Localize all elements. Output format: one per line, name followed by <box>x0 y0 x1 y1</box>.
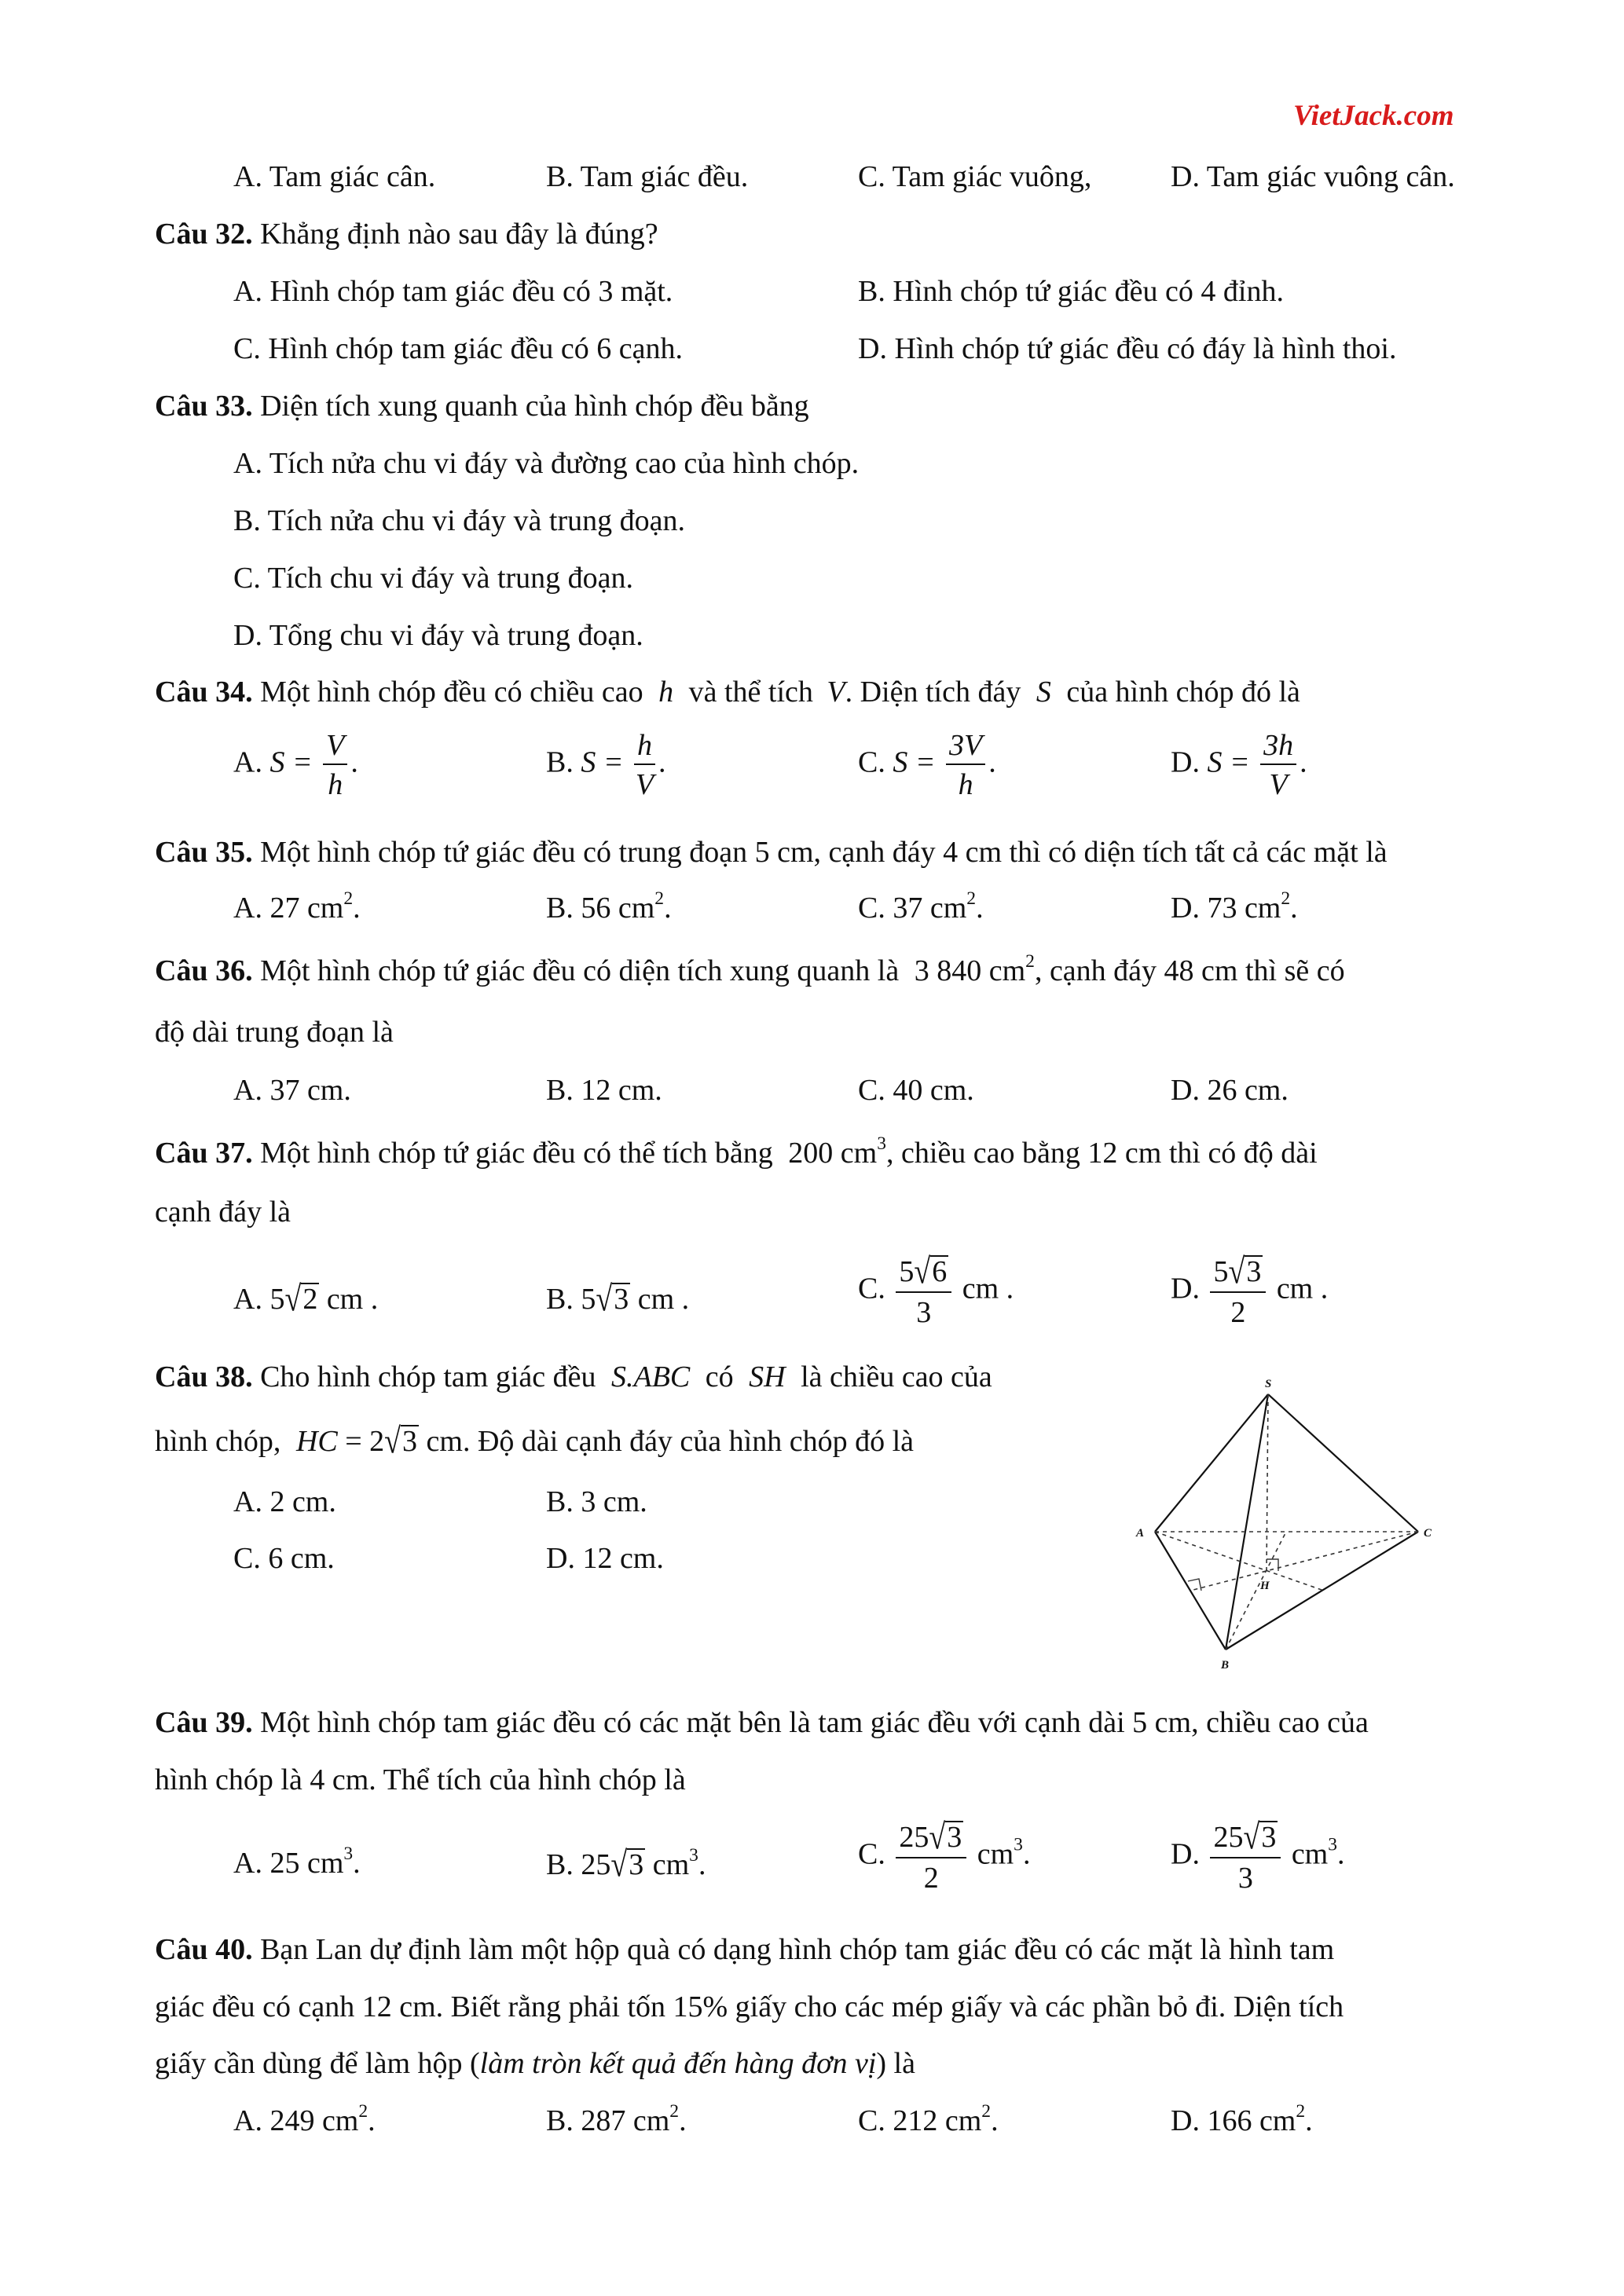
q39-question: Câu 39. Một hình chóp tam giác đều có các mặt bên là tam giác đều với cạnh dài 5 cm, chiều cao của <box>155 1706 1369 1739</box>
q33-question <box>155 391 809 421</box>
sqrt-symbol: √2 <box>284 1279 318 1320</box>
q36-option-c: C. 40 cm. <box>858 1074 974 1107</box>
q34-option-a-lhs: S = <box>269 745 313 779</box>
q37-option-c: C. $\frac{5√6}{3}$ cm . <box>858 1251 1014 1329</box>
q35-option-d: D. 73 $cm^2$. <box>1171 888 1298 925</box>
q34-option-d: D. S = $\frac{3h}{V}$ . <box>1171 729 1307 801</box>
q38-label: Câu 38. <box>155 1360 253 1393</box>
q37-label: Câu 37. <box>155 1137 253 1170</box>
q36-text-b: , cạnh đáy 48 cm thì sẽ có <box>1034 954 1345 987</box>
q34-option-c-letter: C. <box>858 745 885 779</box>
median-a <box>1155 1532 1324 1591</box>
sqrt-symbol: √3 <box>384 1421 418 1462</box>
q38-option-b: B. 3 cm. <box>546 1485 647 1518</box>
q32-option-c: C. Hình chóp tam giác đều có 6 cạnh. <box>233 332 683 365</box>
q33-text: Diện tích xung quanh của hình chóp đều bằng <box>260 390 809 423</box>
label-c: C <box>1424 1527 1432 1540</box>
q34-text-c: . Diện tích đáy <box>845 676 1021 709</box>
q34-question <box>155 677 1300 707</box>
q34-var-s: S <box>1036 676 1051 709</box>
q33-option-b: B. Tích nửa chu vi đáy và trung đoạn. <box>233 504 685 537</box>
q34-option-a-letter: A. <box>233 745 262 779</box>
q34-option-c-fraction: $\frac{3V}{h}$ <box>946 731 985 800</box>
q34-var-h: h <box>658 676 674 709</box>
q34-var-v: V <box>827 676 845 709</box>
q37-question-cont: cạnh đáy là <box>155 1196 291 1229</box>
q34-text-b: và thể tích <box>688 676 813 709</box>
q38-pyramid-name: S.ABC <box>611 1360 691 1393</box>
sqrt-symbol: √3 <box>610 1844 644 1885</box>
q36-text-a: Một hình chóp tứ giác đều có diện tích xung quanh là <box>260 954 900 987</box>
q36-area: 3 840 $cm^2$ <box>914 951 1035 987</box>
q38-option-a: A. 2 cm. <box>233 1485 336 1518</box>
q31-option-b: B. Tam giác đều. <box>546 160 749 193</box>
edge-bc <box>1226 1532 1418 1650</box>
q34-option-b-letter: B. <box>546 745 574 779</box>
q40-question-cont-2: giấy cần dùng để làm hộp (làm tròn kết quả đến hàng đơn vị) là <box>155 2047 915 2080</box>
q39-option-c-fraction: $\frac{25√3}{2}$ <box>896 1821 966 1893</box>
q40-label: Câu 40. <box>155 1933 253 1966</box>
q36-option-a: A. 37 cm. <box>233 1074 351 1107</box>
edge-sc <box>1268 1394 1418 1532</box>
pyramid-figure <box>1131 1363 1446 1677</box>
q38-question: Câu 38. Cho hình chóp tam giác đều S.ABC có SH là chiều cao của <box>155 1360 992 1393</box>
q39-option-c: C. $\frac{25√3}{2}$ $cm^3$. <box>858 1817 1031 1895</box>
q34-option-a-fraction: $\frac{V}{h}$ <box>323 731 347 800</box>
q39-option-a: A. 25 $cm^3$. <box>233 1844 361 1880</box>
q35-option-c: C. 37 $cm^2$. <box>858 888 984 925</box>
q36-option-b: B. 12 cm. <box>546 1074 662 1107</box>
q36-question <box>155 951 1345 987</box>
q37-text-a: Một hình chóp tứ giác đều có thể tích bằng <box>260 1137 773 1170</box>
height-sh <box>1267 1394 1268 1571</box>
q34-option-b-fraction: $\frac{h}{V}$ <box>635 729 654 801</box>
q35-question <box>155 837 1388 867</box>
q33-label: Câu 33. <box>155 390 253 423</box>
q32-label: Câu 32. <box>155 218 253 251</box>
edge-sb <box>1226 1394 1268 1650</box>
q38-height-name: SH <box>749 1360 786 1393</box>
q38-question-cont: hình chóp, HC = 2√3 cm. Độ dài cạnh đáy của hình chóp đó là <box>155 1421 915 1462</box>
median-c <box>1190 1532 1418 1591</box>
q33-option-c: C. Tích chu vi đáy và trung đoạn. <box>233 562 634 595</box>
q35-option-b: B. 56 $cm^2$. <box>546 888 672 925</box>
q32-option-a: A. Hình chóp tam giác đều có 3 mặt. <box>233 275 673 308</box>
q31-option-d: D. Tam giác vuông cân. <box>1171 160 1455 193</box>
q34-option-a: A. S = $\frac{V}{h}$ . <box>233 729 358 801</box>
q38-option-c: C. 6 cm. <box>233 1542 335 1575</box>
q34-option-d-letter: D. <box>1171 745 1200 779</box>
q34-text-d: của hình chóp đó là <box>1066 676 1300 709</box>
site-brand: VietJack.com <box>1293 100 1454 132</box>
q40-option-d: D. 166 $cm^2$. <box>1171 2101 1313 2137</box>
q36-label: Câu 36. <box>155 954 253 987</box>
q34-label: Câu 34. <box>155 676 253 709</box>
q37-question <box>155 1133 1318 1170</box>
q33-option-d: D. Tổng chu vi đáy và trung đoạn. <box>233 619 643 652</box>
label-s: S <box>1265 1378 1272 1390</box>
q40-option-c: C. 212 $cm^2$. <box>858 2101 999 2137</box>
q34-option-d-fraction: $\frac{3h}{V}$ <box>1260 731 1296 800</box>
q37-option-d: D. $\frac{5√3}{2}$ cm . <box>1171 1251 1329 1329</box>
q40-question-cont-1: giác đều có cạnh 12 cm. Biết rằng phải tốn 15% giấy cho các mép giấy và các phần bỏ đi. Diện tích <box>155 1990 1344 2023</box>
edge-ab <box>1155 1532 1226 1650</box>
q34-option-b: B. S = $\frac{h}{V}$ . <box>546 729 666 801</box>
q40-option-a: A. 249 $cm^2$. <box>233 2101 376 2137</box>
q35-option-a: A. 27 $cm^2$. <box>233 888 361 925</box>
q38-option-d: D. 12 cm. <box>546 1542 664 1575</box>
q39-question-cont: hình chóp là 4 cm. Thể tích của hình chóp là <box>155 1763 686 1796</box>
sqrt-symbol: √3 <box>596 1279 629 1320</box>
q36-option-d: D. 26 cm. <box>1171 1074 1289 1107</box>
q40-option-b: B. 287 $cm^2$. <box>546 2101 687 2137</box>
edge-sa <box>1155 1394 1268 1532</box>
q32-question <box>155 219 658 249</box>
q37-option-a: A. 5√2 cm . <box>233 1279 379 1320</box>
q32-option-b: B. Hình chóp tứ giác đều có 4 đỉnh. <box>858 275 1284 308</box>
q34-option-c: C. S = $\frac{3V}{h}$ . <box>858 729 996 801</box>
q40-question: Câu 40. Bạn Lan dự định làm một hộp quà có dạng hình chóp tam giác đều có các mặt là hình tam <box>155 1933 1335 1966</box>
q36-question-cont: độ dài trung đoạn là <box>155 1016 394 1049</box>
q37-text-b: , chiều cao bằng 12 cm thì có độ dài <box>886 1137 1318 1170</box>
q39-option-d-fraction: $\frac{25√3}{3}$ <box>1210 1821 1281 1893</box>
q34-option-c-lhs: S = <box>893 745 936 779</box>
q35-label: Câu 35. <box>155 836 253 869</box>
q39-option-d: D. $\frac{25√3}{3}$ $cm^3$. <box>1171 1817 1345 1895</box>
q39-label: Câu 39. <box>155 1706 253 1739</box>
q31-option-c: C. Tam giác vuông, <box>858 160 1092 193</box>
q39-option-b: B. 25√3 $cm^3$. <box>546 1844 706 1885</box>
q37-option-c-fraction: $\frac{5√6}{3}$ <box>896 1255 951 1327</box>
q31-option-a: A. Tam giác cân. <box>233 160 436 193</box>
q32-option-d: D. Hình chóp tứ giác đều có đáy là hình thoi. <box>858 332 1397 365</box>
q34-text-a: Một hình chóp đều có chiều cao <box>260 676 643 709</box>
label-h: H <box>1260 1580 1270 1592</box>
q33-option-a: A. Tích nửa chu vi đáy và đường cao của hình chóp. <box>233 447 860 480</box>
q34-option-d-lhs: S = <box>1207 745 1250 779</box>
q37-option-b: B. 5√3 cm . <box>546 1279 690 1320</box>
q34-option-b-lhs: S = <box>581 745 624 779</box>
q37-volume: 200 $cm^3$ <box>788 1133 887 1170</box>
q35-text: Một hình chóp tứ giác đều có trung đoạn 5 cm, cạnh đáy 4 cm thì có diện tích tất cả các mặt là <box>260 836 1388 869</box>
label-b: B <box>1221 1659 1230 1672</box>
q37-option-d-fraction: $\frac{5√3}{2}$ <box>1210 1255 1266 1327</box>
label-a: A <box>1136 1527 1145 1540</box>
q32-text: Khẳng định nào sau đây là đúng? <box>260 218 658 251</box>
